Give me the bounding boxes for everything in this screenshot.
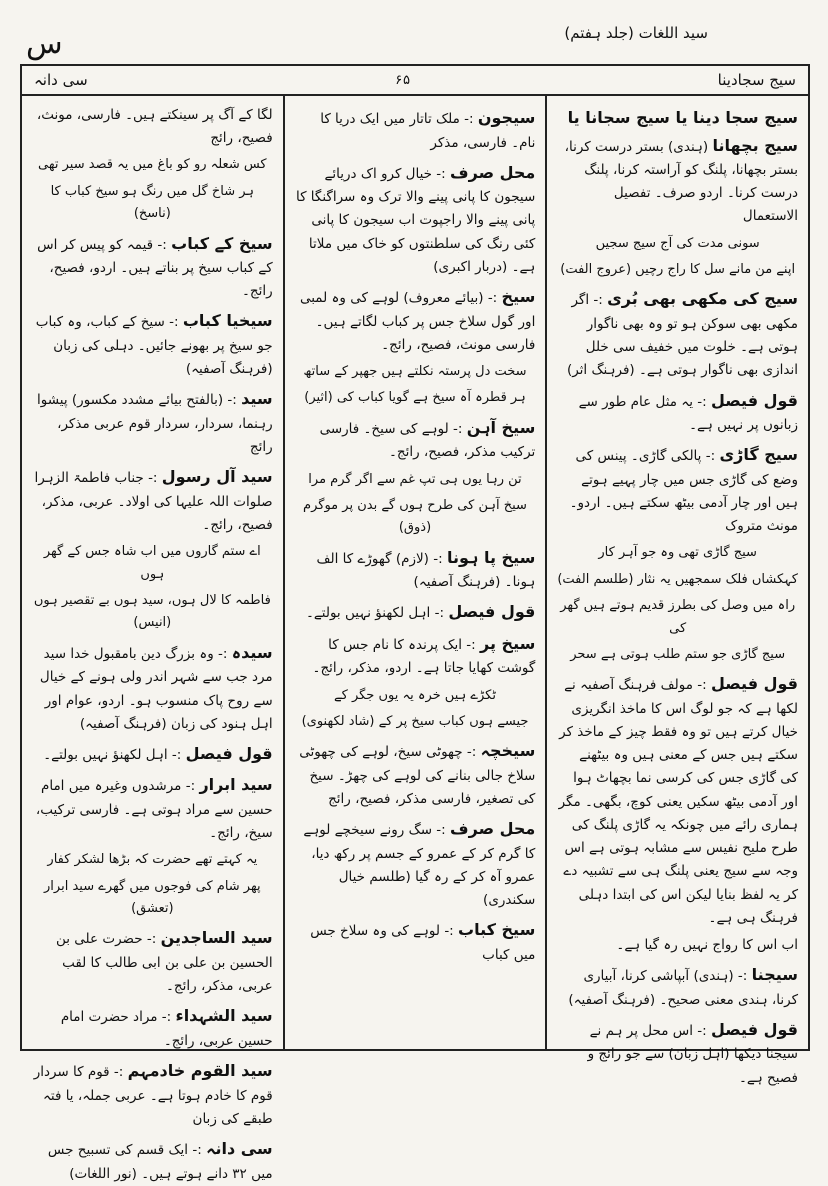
headword: سیخ <box>501 287 536 307</box>
dictionary-entry <box>295 598 536 626</box>
dictionary-entry <box>295 916 536 967</box>
section-letter: س <box>26 26 63 61</box>
verse-line: ٹکڑے ہیں خرہ یہ یوں جگر کے <box>334 687 496 703</box>
verse-line: ہر قطرہ آہ سیخ ہے گویا کباب کی (اثیر) <box>304 390 526 406</box>
dictionary-entry <box>557 934 798 957</box>
verse-line: سخت دل پرستہ نکلتے ہیں جھپر کے ساتھ <box>303 364 527 380</box>
definition: :- لوہے کی وہ سلاخ جس میں کباب <box>310 923 536 963</box>
headword: سیدہ <box>231 642 273 662</box>
verse-line: کہکشاں فلک سمجھیں یہ نثار (طلسم الفت) <box>557 571 798 587</box>
definition: :- ایک قسم کی تسبیح جس میں ۳۲ دانے ہوتے ہیں۔ (نور اللغات) <box>47 1142 273 1182</box>
definition: :- (بیائے معروف) لوہے کی وہ لمبی اور گول سلاخ جس پر کباب لگاتے ہیں۔ فارسی مونث، فصیح، رائج۔ <box>299 290 536 353</box>
headword: سیخ پا ہونا <box>446 547 536 567</box>
dictionary-entry <box>32 1057 273 1131</box>
dictionary-entry <box>295 630 536 681</box>
dictionary-entry <box>557 441 798 538</box>
page-header <box>20 64 810 96</box>
headword: قول فیصل <box>185 743 273 763</box>
column-right <box>547 96 808 1086</box>
dictionary-entry <box>295 815 536 912</box>
definition: :- مرشدوں وغیرہ میں امام حسین سے مراد ہوتی ہے۔ فارسی ترکیب، سیخ، رائج۔ <box>35 778 273 842</box>
header-first-word: سیج سجادینا <box>717 71 796 89</box>
dictionary-entry <box>32 463 273 537</box>
verse-line: اے ستم گاروں میں اب شاہ جس کے گھر ہوں <box>43 544 261 582</box>
column-middle <box>285 96 548 1049</box>
dictionary-entry <box>32 639 273 736</box>
verse-line: کس شعلہ رو کو باغ میں یہ قصد سیر تھی <box>38 157 267 173</box>
dictionary-entry <box>557 387 798 438</box>
headword: سید آل رسول <box>161 467 273 487</box>
definition: (ہندی) بستر درست کرنا، بستر بچھانا، پلنگ کو آراستہ کرنا، پلنگ درست کرنا۔ اردو صرف۔ تفصیل الاستعمال <box>564 138 798 225</box>
dictionary-entry <box>557 104 798 229</box>
dictionary-entry <box>295 414 536 465</box>
headword: سید <box>241 389 273 409</box>
verse-line: اپنے من مانے سل کا راج رچیں (عروج الفت) <box>560 262 796 278</box>
dictionary-entry <box>557 961 798 1012</box>
verse-line: سونی مدت کی آج سیج سجیں <box>595 235 760 251</box>
dictionary-entry <box>32 740 273 768</box>
definition: :- جناب فاطمۃ الزہرا صلوات اللہ علیہا کی اولاد۔ عربی، مذکر، فصیح، رائج۔ <box>34 470 273 534</box>
definition: :- (لازم) گھوڑے کا الف ہونا۔ (فرہنگ آصفیہ) <box>316 550 536 591</box>
dictionary-entry <box>32 1002 273 1053</box>
headword: سید الشہداء <box>175 1006 273 1026</box>
definition: :- یہ مثل عام طور سے زبانوں پر نہیں ہے۔ <box>578 393 798 434</box>
definition: :- اگر مکھی بھی سوکن ہو تو وہ بھی ناگوار ہوتی ہے۔ خلوت میں خفیف سی خلل اندازی بھی ناگوار ہوتی ہے۔ (فرہنگ اثر) <box>566 292 798 379</box>
page-number: ۶۵ <box>394 72 411 88</box>
headword: قول فیصل <box>448 602 536 622</box>
verse-line: فاطمہ کا لال ہوں، سید ہوں بے تقصیر ہوں (انیس) <box>33 593 271 631</box>
headword: سیج گاڑی <box>719 445 798 465</box>
dictionary-entry <box>32 385 273 459</box>
definition: :- سگ رونے سیخچے لوہے کا گرم کر کے عمرو کے جسم پر رکھ دیا، عمرو آہ کر کے رہ گیا (طلسم خیال سکندری) <box>303 822 536 909</box>
headword: سید القوم خادمہم <box>127 1061 273 1081</box>
dictionary-entry <box>295 737 536 811</box>
headword: محل صرف <box>450 162 536 182</box>
verse-line: سیخ آہن کی طرح ہوں گے بدن پر موگرم (ذوق) <box>303 497 527 536</box>
definition: :- حضرت علی بن الحسین بن علی بن ابی طالب کا لقب عربی، مذکر، رائج۔ <box>55 931 273 995</box>
dictionary-entry <box>32 924 273 998</box>
dictionary-entry <box>295 159 536 279</box>
verse-line: تن رہا یوں ہی تپ غم سے اگر گرم مرا <box>308 471 522 487</box>
verse-line: راہ میں وصل کی بطرز قدیم ہوتے ہیں گھر کی <box>560 598 796 636</box>
dictionary-entry <box>557 285 798 382</box>
definition: :- قیمہ کو پیس کر اس کے کباب سیخ پر بناتے ہیں۔ اردو، فصیح، رائج۔ <box>37 236 273 300</box>
definition: اب اس کا رواج نہیں رہ گیا ہے۔ <box>616 936 798 953</box>
definition: :- مراد حضرت امام حسین عربی، رائج۔ <box>60 1009 273 1049</box>
headword: سیخیا کباب <box>182 311 273 331</box>
dictionary-entry <box>32 771 273 845</box>
headword: قول فیصل <box>710 674 798 694</box>
headword: سیخ کے کباب <box>171 233 273 253</box>
headword: سیخ پر <box>480 633 536 653</box>
headword: سید الساجدین <box>160 928 273 948</box>
definition: :- ملک تاتار میں ایک دریا کا نام۔ فارسی، مذکر <box>320 111 536 151</box>
definition: :- مولف فرہنگ آصفیہ نے لکھا ہے کہ جو لوگ اس کا ماخذ انگریزی خیال کرتے ہیں تو وہ فقط چیز کے ماخذ کر سکتے ہیں جس کے معنی ہیں وہ بیٹھنے کی گاڑی جس کی کرسی نما بچھاٹ ہوا اور آدمی بیٹھ سکیں یعنی کوچ، بگھی۔ مگر ہماری رائے میں چونکہ یہ گاڑی پلنگ کی طرح ملیح نفیس سے مشابہ ہوتی ہے اس وجہ سے سیج یعنی پلنگ ہی سے تشبیہ دے کر یہ لفظ بنایا لیکن اس کی ابتدا دہلی فرہنگ ہی ہے۔ <box>558 677 798 926</box>
column-left <box>22 96 285 1182</box>
dictionary-entry <box>557 670 798 930</box>
dictionary-entry <box>557 1016 798 1090</box>
definition: :- خیال کرو اک دریائے سیجون کا پانی پینے والا ترک وہ سراگنگا کا پانی پینے والا راجپوت اب سیجون کا پانی کئی رنگ کی سلطنتوں کو خاک میں ملاتا ہے۔ (دربار اکبری) <box>295 165 536 275</box>
headword: قول فیصل <box>710 1019 798 1039</box>
headword: سیخچہ <box>480 741 536 761</box>
definition: :- چھوٹی سیخ، لوہے کی چھوٹی سلاخ جالی بنانے کی لوہے کی چھڑ۔ سیخ کی تصغیر، فارسی مذکر، فصیح، رائج <box>299 744 536 808</box>
definition: لگا کے آگ پر سینکتے ہیں۔ فارسی، مونث، فصیح، رائج <box>36 107 273 147</box>
definition: :- اہل لکھنؤ نہیں بولتے۔ <box>305 605 445 622</box>
headword: سید ابرار <box>199 775 273 795</box>
definition: :- ایک پرندہ کا نام جس کا گوشت کھایا جاتا ہے۔ اردو، مذکر، رائج۔ <box>312 636 536 677</box>
verse-line: یہ کہتے تھے حضرت کہ بڑھا لشکر کفار <box>47 852 258 868</box>
verse-line: سیج گاڑی جو ستم طلب ہوتی ہے سحر <box>570 646 786 662</box>
verse-line: جیسے ہوں کباب سیخ پر کے (شاد لکھنوی) <box>301 713 529 729</box>
definition: :- (بالفتح بیائے مشدد مکسور) پیشوا رہنما، سردار، سردار قوم عربی مذکر، رائج <box>37 392 273 456</box>
definition: :- قوم کا سردار قوم کا خادم ہوتا ہے۔ عربی جملہ، یا فتہ طبقے کی زبان <box>33 1064 273 1127</box>
headword: سیج سجا دینا یا سیج سجانا یا سیج بچھانا <box>567 108 798 155</box>
dictionary-columns <box>20 96 810 1182</box>
headword: محل صرف <box>450 819 536 839</box>
headword: سیخ آہن <box>466 417 536 437</box>
definition: :- اس محل پر ہم نے سیجنا دیکھا (اہل زبان) سے جو رائج و فصیح ہے۔ <box>587 1022 798 1086</box>
headword: سیجنا <box>751 965 798 985</box>
verse-line: سیج گاڑی تھی وہ جو آہر کار <box>598 545 757 561</box>
definition: :- وہ بزرگ دین بامقبول خدا سید مرد جب سے شہر اندر ولی ہونے کے خیال سے روح پاک منسوب ہو۔ اردو، عوام اور اہل ہنود کی زبان (فرہنگ آصفیہ) <box>39 645 273 732</box>
headword: سیجون <box>477 108 536 127</box>
verse-line: ہر شاخ گل میں رنگ ہو سیخ کباب کا (ناسخ) <box>50 183 255 222</box>
headword: سیخ کباب <box>458 920 536 940</box>
header-last-word: سی دانہ <box>34 71 88 89</box>
dictionary-entry <box>295 283 536 357</box>
dictionary-entry <box>32 1135 273 1186</box>
headword: قول فیصل <box>710 390 798 410</box>
dictionary-entry <box>295 104 536 155</box>
definition: :- اہل لکھنؤ نہیں بولتے۔ <box>43 746 182 763</box>
definition: :- سیخ کے کباب، وہ کباب جو سیخ پر بھونے جائیں۔ دہلی کی زبان (فرہنگ آصفیہ) <box>35 314 273 378</box>
running-title: سید اللغات (جلد ہفتم) <box>564 24 708 42</box>
headword: سیج کی مکھی بھی بُری <box>607 289 798 309</box>
dictionary-entry <box>32 104 273 150</box>
definition: :- پالکی گاڑی۔ پینس کی وضع کی گاڑی جس میں چار پہیے ہوتے ہیں اور چار آدمی بیٹھ سکتے ہیں۔ اردو۔ مونث متروک <box>569 448 798 535</box>
dictionary-entry <box>32 230 273 304</box>
verse-line: پھر شام کی فوجوں میں گھرے سید ابرار (تعشق) <box>44 878 261 917</box>
dictionary-entry <box>32 307 273 381</box>
headword: سی دانہ <box>206 1139 273 1159</box>
definition: :- (ہندی) آبپاشی کرنا، آبیاری کرنا، ہندی معنی صحیح۔ (فرہنگ آصفیہ) <box>568 968 798 1008</box>
definition: :- لوہے کی سیخ۔ فارسی ترکیب مذکر، فصیح، رائج۔ <box>319 420 536 461</box>
dictionary-entry <box>295 544 536 595</box>
